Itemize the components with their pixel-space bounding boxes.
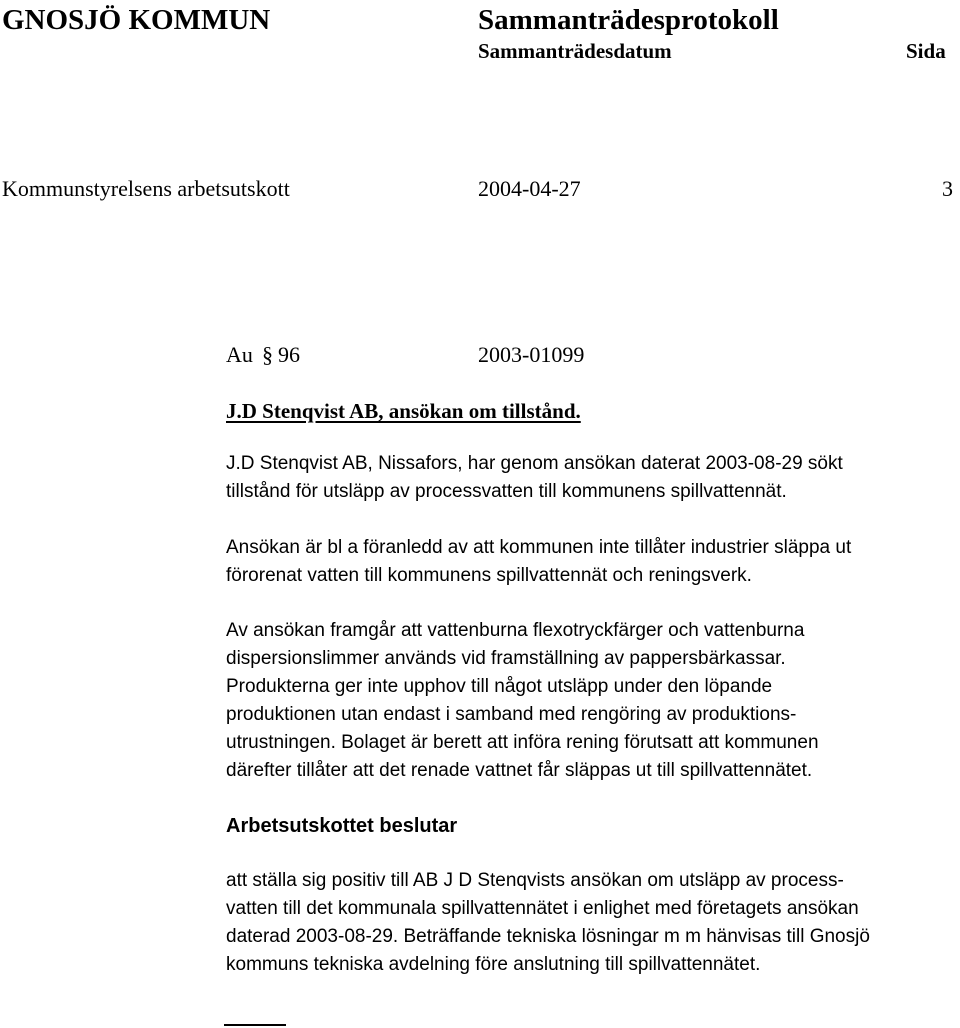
paragraph-line: tillstånd för utsläpp av processvatten till kommunens spillvattennät. bbox=[226, 481, 787, 502]
meeting-date: 2004-04-27 bbox=[478, 176, 581, 201]
paragraph-line: Produkterna ger inte upphov till något utsläpp under den löpande bbox=[226, 676, 773, 697]
document-type: Sammanträdesprotokoll bbox=[478, 4, 779, 36]
paragraph-line: Av ansökan framgår att vattenburna flexotryckfärger och vattenburna bbox=[226, 620, 805, 641]
decision-line: att ställa sig positiv till AB J D Stenqvists ansökan om utsläpp av process- bbox=[226, 870, 844, 891]
decision-line: vatten till det kommunala spillvattennätet i enlighet med företagets ansökan bbox=[226, 898, 859, 919]
case-title: J.D Stenqvist AB, ansökan om tillstånd. bbox=[226, 399, 581, 423]
section-sign: § bbox=[262, 342, 273, 367]
paragraph-line: Ansökan är bl a föranledd av att kommunen inte tillåter industrier släppa ut bbox=[226, 537, 852, 558]
page-label: Sida bbox=[906, 39, 946, 63]
decision-line: daterad 2003-08-29. Beträffande tekniska lösningar m m hänvisas till Gnosjö bbox=[226, 926, 870, 947]
decision-line: kommuns tekniska avdelning före anslutning till spillvattennätet. bbox=[226, 954, 761, 975]
decision-text bbox=[226, 867, 956, 979]
paragraph-2 bbox=[226, 534, 956, 590]
municipality-name: GNOSJÖ KOMMUN bbox=[2, 4, 271, 36]
paragraph-line: förorenat vatten till kommunens spillvattennät och reningsverk. bbox=[226, 565, 752, 586]
diarienummer: 2003-01099 bbox=[478, 342, 585, 367]
case-number: 96 bbox=[278, 342, 300, 367]
committee-name: Kommunstyrelsens arbetsutskott bbox=[2, 176, 290, 201]
paragraph-line: utrustningen. Bolaget är berett att införa rening förutsatt att kommunen bbox=[226, 732, 819, 753]
paragraph-line: J.D Stenqvist AB, Nissafors, har genom ansökan daterat 2003-08-29 sökt bbox=[226, 453, 843, 474]
paragraph-line: därefter tillåter att det renade vattnet får släppas ut till spillvattennätet. bbox=[226, 760, 813, 781]
paragraph-1 bbox=[226, 450, 956, 506]
paragraph-line: produktionen utan endast i samband med rengöring av produktions- bbox=[226, 704, 797, 725]
paragraph-3 bbox=[226, 617, 956, 785]
case-prefix: Au bbox=[226, 342, 253, 367]
date-label: Sammanträdesdatum bbox=[478, 39, 672, 63]
decision-heading: Arbetsutskottet beslutar bbox=[226, 815, 458, 837]
page-number: 3 bbox=[942, 176, 953, 201]
signature-line bbox=[224, 1024, 286, 1026]
paragraph-line: dispersionslimmer används vid framställning av pappersbärkassar. bbox=[226, 648, 786, 669]
